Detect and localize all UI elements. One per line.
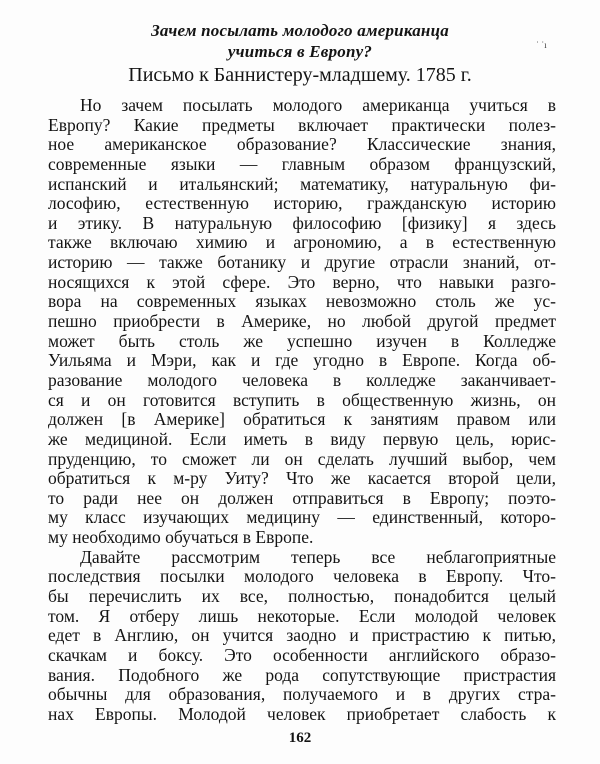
text-line: Но зачем посылать молодого американца учиться в	[80, 95, 556, 115]
text-line: должен [в Америке] обратиться к занятиям правом или	[48, 409, 556, 430]
text-line: может быть столь же успешно изучен в Колледже	[48, 330, 556, 351]
text-line: нах Европы. Молодой человек приобретает слабость к	[48, 703, 556, 724]
text-line: ся и он готовится вступить в общественную жизнь, он	[48, 389, 556, 410]
text-line: вания. Подобного же рода сопутствующие пристрастия	[48, 664, 556, 685]
text-line: скачкам и боксу. Это особенности английского образо-	[48, 644, 556, 665]
text-line: обратиться к м-ру Уиту? Что же касается второй цели,	[48, 468, 556, 489]
chapter-title-line-2: учиться в Европу?	[227, 42, 373, 61]
text-line: Давайте рассмотрим теперь все неблагоприятные	[80, 546, 556, 567]
text-line: лософию, естественную историю, гражданскую историю	[48, 193, 556, 214]
text-line: пруденцию, то сможет ли он сделать лучший выбор, чем	[48, 448, 556, 469]
text-line: носящихся к этой сфере. Это верно, что навыки разго-	[48, 271, 556, 292]
text-line: вора на современных языках невозможно столь же ус-	[48, 291, 556, 312]
text-line: ное американское образование? Классические знания,	[48, 134, 556, 155]
text-line: Уильяма и Мэри, как и где угодно в Европе. Когда об-	[48, 350, 556, 371]
text-line: и этику. В натуральную философию [физику] я здесь	[48, 212, 556, 233]
text-line: современные языки — главным образом французский,	[48, 153, 556, 174]
text-line: также включаю химию и агрономию, а в естественную	[48, 232, 556, 253]
text-line: же медициной. Если иметь в виду первую цель, юрис-	[48, 428, 556, 449]
text-line: едет в Англию, он учится заодно и пристрастию к питью,	[48, 625, 556, 646]
text-line: пешно приобрести в Америке, но любой другой предмет	[48, 311, 556, 332]
chapter-title-line-1: Зачем посылать молодого американца	[151, 21, 449, 40]
letter-subtitle: Письмо к Баннистеру-младшему. 1785 г.	[128, 64, 472, 86]
text-line: разование молодого человека в колледже заканчивает-	[48, 369, 556, 390]
text-line: му класс изучающих медицину — единственный, которо-	[48, 507, 556, 528]
text-line: бы перечислить их все, полностью, понадобится целый	[48, 586, 556, 607]
paragraph	[48, 96, 556, 548]
page-number: 162	[288, 730, 312, 746]
text-line: последствия посылки молодого человека в Европу. Что-	[48, 566, 556, 587]
text-line: Европу? Какие предметы включает практически полез-	[48, 114, 556, 135]
text-line: му необходимо обучаться в Европе.	[48, 527, 314, 548]
text-line: том. Я отберу лишь некоторые. Если молодой человек	[48, 605, 556, 626]
scan-speck: ˙ ˙ı	[536, 40, 547, 50]
text-line: испанский и итальянский; математику, натуральную фи-	[48, 173, 556, 194]
text-line: то ради нее он должен отправиться в Европу; поэто-	[48, 487, 556, 508]
body-text	[48, 96, 556, 725]
text-line: обычны для образования, получаемого и в других стра-	[48, 684, 556, 705]
paragraph	[48, 548, 556, 725]
text-line: историю — также ботанику и другие отрасли знаний, от-	[48, 252, 556, 273]
